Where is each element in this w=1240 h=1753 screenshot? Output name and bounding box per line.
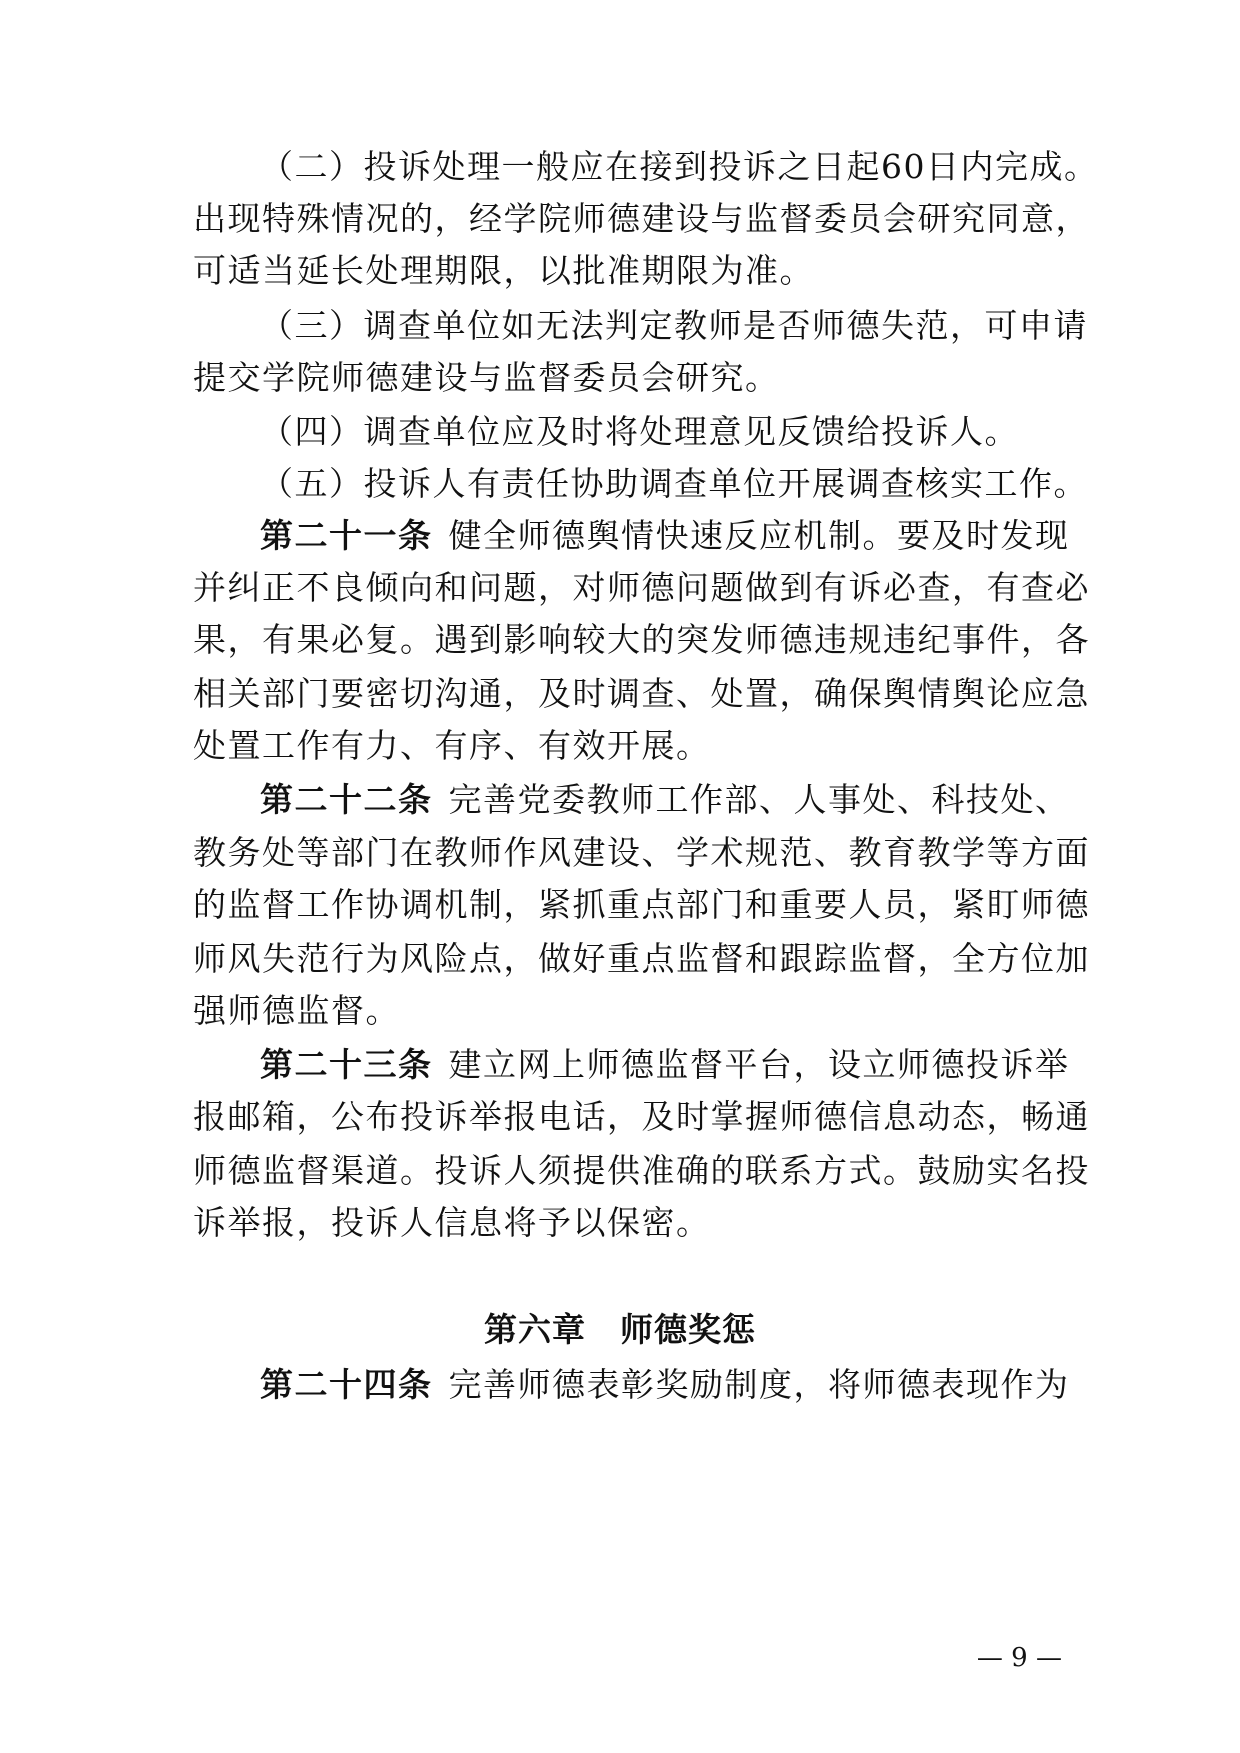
article-heading: 第二十二条 [260,780,433,819]
article-text: 健全师德舆情快速反应机制。要及时发现 [448,516,1070,555]
paragraph-line: 可适当延长处理期限，以批准期限为准。 [193,251,814,290]
article-text: 建立网上师德监督平台，设立师德投诉举 [448,1045,1070,1084]
article-text: 完善师德表彰奖励制度，将师德表现作为 [448,1365,1070,1404]
paragraph-line: 师德监督渠道。投诉人须提供准确的联系方式。鼓励实名投 [193,1151,1090,1190]
article-24-line [260,1365,1073,1405]
paragraph-line: 果，有果必复。遇到影响较大的突发师德违规违纪事件，各 [193,620,1090,659]
paragraph-line: 的监督工作协调机制，紧抓重点部门和重要人员，紧盯师德 [193,885,1090,924]
article-heading: 第二十三条 [260,1045,433,1084]
article-21-line [260,516,1073,556]
chapter-title: 第六章 师德奖惩 [484,1310,756,1349]
paragraph-line: 出现特殊情况的，经学院师德建设与监督委员会研究同意， [193,199,1090,238]
article-heading: 第二十四条 [260,1365,433,1404]
paragraph-line: （五）投诉人有责任协助调查单位开展调查核实工作。 [260,464,1088,503]
paragraph-line: 并纠正不良倾向和问题，对师德问题做到有诉必查，有查必 [193,568,1090,607]
paragraph-line: 师风失范行为风险点，做好重点监督和跟踪监督，全方位加 [193,939,1090,978]
paragraph-line: 提交学院师德建设与监督委员会研究。 [193,358,780,397]
article-text: 完善党委教师工作部、人事处、科技处、 [448,780,1070,819]
paragraph-line: 相关部门要密切沟通，及时调查、处置，确保舆情舆论应急 [193,674,1090,713]
paragraph-line: （三）调查单位如无法判定教师是否师德失范，可申请 [260,306,1088,345]
article-22-line [260,780,1073,820]
paragraph-line: （四）调查单位应及时将处理意见反馈给投诉人。 [260,412,1019,451]
article-23-line [260,1045,1073,1085]
paragraph-line: （二）投诉处理一般应在接到投诉之日起60日内完成。 [260,147,1099,186]
article-heading: 第二十一条 [260,516,433,555]
paragraph-line: 教务处等部门在教师作风建设、学术规范、教育教学等方面 [193,833,1090,872]
paragraph-line: 报邮箱，公布投诉举报电话，及时掌握师德信息动态，畅通 [193,1097,1090,1136]
page-number: — 9 — [976,1643,1062,1673]
paragraph-line: 强师德监督。 [193,991,400,1030]
paragraph-line: 处置工作有力、有序、有效开展。 [193,726,711,765]
paragraph-line: 诉举报，投诉人信息将予以保密。 [193,1203,711,1242]
